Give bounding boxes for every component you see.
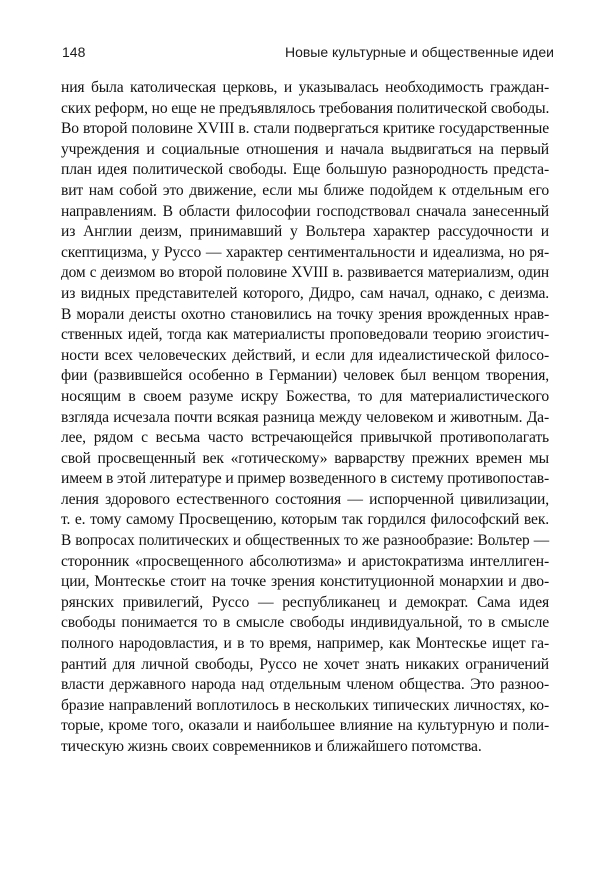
text-line: полного народовластия, и в то время, например, как Монтескье ищет га- [61,635,549,653]
text-line: ственных идей, тогда как материалисты проповедовали теорию эгоистич- [61,326,549,344]
text-line: тическую жизнь своих современников и ближайшего потомства. [61,738,482,755]
text-line: В вопросах политических и общественных то же разнообразие: Вольтер — [61,532,549,550]
text-line: сторонник «просвещенного абсолютизма» и аристократизма интеллиген- [61,552,549,570]
text-line: скептицизма, у Руссо — характер сентиментальности и идеализма, но ря- [61,243,549,261]
text-line: свой просвещенный век «готическому» варварству прежних времен мы [61,449,549,467]
text-line: имеем в этой литературе и пример возведенного в систему противопостав- [61,470,549,488]
text-line: рянских привилегий, Руссо — республиканец и демократ. Сама идея [61,593,549,611]
text-line: торые, кроме того, оказали и наибольшее влияние на культурную и поли- [61,717,549,735]
text-line: т. е. тому самому Просвещению, которым так гордился философский век. [61,511,549,529]
page-number: 148 [62,44,86,60]
text-line: из видных представителей которого, Дидро, сам начал, однако, с деизма. [61,284,549,302]
text-line: учреждения и социальные отношения и начала выдвигаться на первый [61,140,549,158]
text-line: власти державного народа над отдельным членом общества. Это разноо- [61,676,549,694]
running-head: Новые культурные и общественные идеи [284,44,554,60]
text-line: носящим в своем разуме искру Божества, то для материалистического [61,387,549,405]
text-line: ния была католическая церковь, и указывалась необходимость граждан- [61,79,549,96]
text-line: дом с деизмом во второй половине XVIII в. развивается материализм, один [61,264,549,282]
text-line: план идея политической свободы. Еще большую разнородность предста- [61,161,549,179]
text-line: ции, Монтескье стоит на точке зрения конституционной монархии и дво- [61,573,549,591]
text-line: рантий для личной свободы, Руссо не хочет знать никаких ограничений [61,655,549,673]
text-line: взгляда исчезала почти всякая разница между человеком и животным. Да- [61,408,549,426]
page-header [62,44,554,66]
text-line: ности всех человеческих действий, и если для идеалистической филосо- [61,346,549,364]
text-line: В морали деисты охотно становились на точку зрения врожденных нрав- [61,305,549,323]
body-text [61,78,549,758]
text-line: фии (развившейся особенно в Германии) человек был венцом творения, [61,367,549,385]
text-line: вит нам собой это движение, если мы ближе подойдем к отдельным его [61,181,549,199]
text-line: из Англии деизм, принимавший у Вольтера характер рассудочности и [61,223,549,241]
text-line: ских реформ, но еще не предъявлялось требования политической свободы. [61,99,550,117]
text-line: свободы понимается то в смысле свободы индивидуальной, то в смысле [61,614,549,632]
text-line: ления здорового естественного состояния — испорченной цивилизации, [61,490,549,508]
text-line: Во второй половине XVIII в. стали подвергаться критике государственные [61,120,549,138]
text-line: бразие направлений воплотилось в нескольких типических личностях, ко- [61,696,549,714]
text-line: направлениям. В области философии господствовал сначала занесенный [61,202,549,220]
text-line: лее, рядом с весьма часто встречающейся привычкой противополагать [61,429,549,447]
